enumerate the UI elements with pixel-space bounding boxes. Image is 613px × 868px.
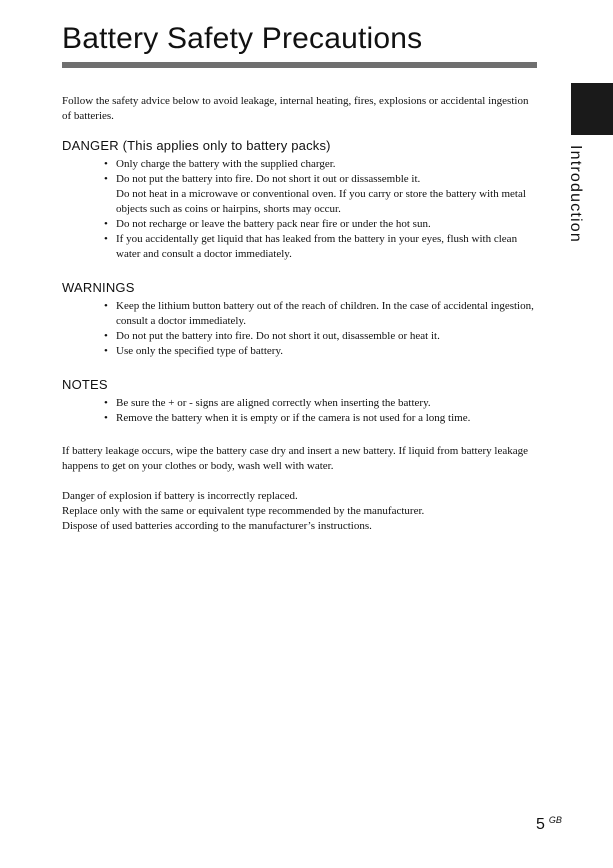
list-item: • Keep the lithium button battery out of the reach of children. In the case of accidental ingestion, consult a doctor immediately. [104,299,538,329]
closing-line: Replace only with the same or equivalent type recommended by the manufacturer. [62,505,425,517]
warnings-heading: WARNINGS [62,280,135,295]
warnings-section [62,280,538,359]
list-item: • If you accidentally get liquid that has leaked from the battery in your eyes, flush with clean water and consult a doctor immediately. [104,232,538,262]
intro-paragraph: Follow the safety advice below to avoid leakage, internal heating, fires, explosions or accidental ingestion of batteries. [62,95,529,122]
page-number [536,816,562,834]
list-item-text: Do not put the battery into fire. Do not short it out or dissassemble it. [116,173,421,185]
notes-list [62,396,538,426]
list-item: • Remove the battery when it is empty or if the camera is not used for a long time. [104,411,538,426]
list-item: • Use only the specified type of battery. [104,344,538,359]
notes-section [62,377,538,426]
title-underline [62,62,537,68]
section-tab [564,145,586,247]
page-number-value: 5 [536,816,545,833]
list-item: • Only charge the battery with the supplied charger. [104,157,538,172]
list-item: • Do not recharge or leave the battery pack near fire or under the hot sun. [104,217,538,232]
notes-heading: NOTES [62,377,108,392]
list-item: • Do not put the battery into fire. Do not short it out, disassemble or heat it. [104,329,538,344]
list-item-continuation: Do not heat in a microwave or conventional oven. If you carry or store the battery with metal objects such as coins or hairpins, shorts may occur. [116,188,526,215]
list-item [104,172,538,217]
page-title: Battery Safety Precautions [62,22,423,55]
closing-line: Dispose of used batteries according to the manufacturer’s instructions. [62,520,372,532]
section-tab-marker [571,83,613,135]
closing-line: Danger of explosion if battery is incorrectly replaced. [62,490,298,502]
section-tab-label: Introduction [567,145,584,244]
main-content [62,94,538,534]
page-language-code: GB [548,815,562,825]
leakage-paragraph: If battery leakage occurs, wipe the battery case dry and insert a new battery. If liquid from battery leakage happens to get on your clothes or body, wash well with water. [62,445,528,472]
warnings-list [62,299,538,359]
danger-heading: DANGER (This applies only to battery packs) [62,138,331,153]
list-item: • Be sure the + or - signs are aligned correctly when inserting the battery. [104,396,538,411]
danger-section [62,138,538,262]
danger-list [62,157,538,262]
